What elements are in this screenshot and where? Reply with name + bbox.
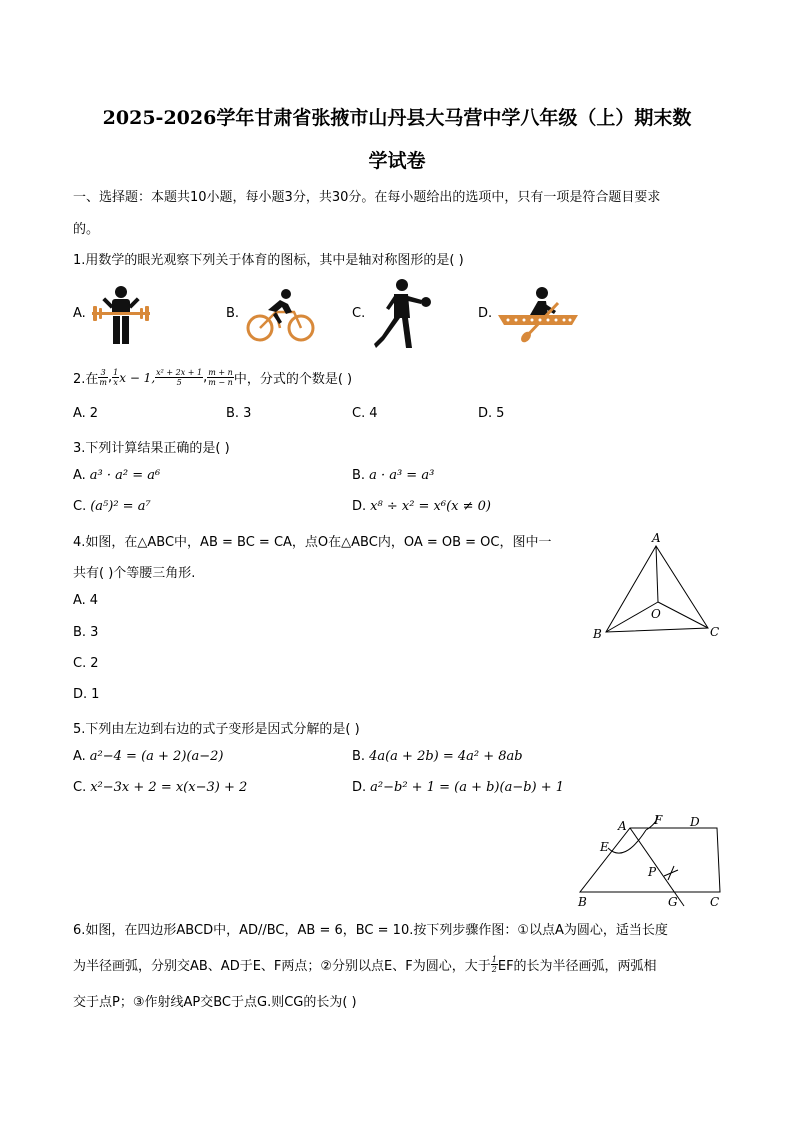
q2-option-b: B. 3 — [226, 406, 252, 421]
label-f: F — [654, 813, 663, 827]
q1-option-b-label: B. — [226, 306, 240, 321]
q2-option-d: D. 5 — [478, 406, 505, 421]
q3-option-b: B. a · a³ = a³ — [352, 468, 435, 483]
q5-option-a: A. a²−4 = (a + 2)(a−2) — [73, 749, 224, 764]
label-o: O — [651, 607, 661, 621]
question-4-stem: 4.如图，在△ABC中，AB = BC = CA，点O在△ABC内，OA = OB = OC，图中一 — [73, 535, 552, 550]
trapezoid-construction-figure — [572, 810, 730, 910]
label-a: A — [652, 531, 661, 545]
q5-option-c: C. x²−3x + 2 = x(x−3) + 2 — [73, 780, 248, 795]
volleyball-icon — [370, 278, 432, 350]
fraction-one-half: $\frac{1}{2}$ — [491, 955, 497, 974]
rowing-icon — [498, 285, 580, 345]
q3-option-a: A. a³ · a² = a⁶ — [73, 468, 161, 483]
q5-option-d: D. a²−b² + 1 = (a + b)(a−b) + 1 — [352, 780, 565, 795]
label-c: C — [710, 895, 720, 909]
question-6-stem-end: 交于点P；③作射线AP交BC于点G.则CG的长为( ) — [73, 995, 357, 1010]
question-1-stem: 1.用数学的眼光观察下列关于体育的图标，其中是轴对称图形的是( ) — [73, 253, 464, 268]
label-b: B — [593, 627, 602, 641]
section-header: 一、选择题：本题共10小题，每小题3分，共30分。在每小题给出的选项中，只有一项是符合题目要求 — [73, 190, 661, 205]
label-d: D — [690, 815, 700, 829]
q4-option-b: B. 3 — [73, 625, 99, 640]
label-g: G — [668, 895, 678, 909]
question-6-stem: 6.如图，在四边形ABCD中，AD//BC，AB = 6，BC = 10.按下列步骤作图：①以点A为圆心，适当长度 — [73, 923, 668, 938]
q2-expression: x − 1, — [119, 370, 156, 385]
label-a: A — [618, 819, 627, 833]
equilateral-triangle-figure — [588, 528, 728, 646]
question-6-stem-continued: 为半径画弧，分别交AB、AD于E、F两点；②分别以点E、F为圆心，大于 $\frac{1}{2}$ EF的长为半径画弧，两弧相 — [73, 955, 657, 974]
q1-option-c-label: C. — [352, 306, 366, 321]
label-b: B — [578, 895, 587, 909]
page-title: 2025-2026学年甘肃省张掖市山丹县大马营中学八年级（上）期末数 — [102, 107, 692, 129]
weightlifting-icon — [90, 285, 152, 345]
question-3-stem: 3.下列计算结果正确的是( ) — [73, 441, 230, 456]
q4-option-a: A. 4 — [73, 593, 99, 608]
label-e: E — [600, 840, 609, 854]
fraction-3-over-m: $\frac{3}{m}$ — [99, 368, 107, 387]
q2-prefix: 2.在 — [73, 372, 99, 387]
q4-option-d: D. 1 — [73, 687, 100, 702]
question-5-stem: 5.下列由左边到右边的式子变形是因式分解的是( ) — [73, 722, 360, 737]
q3-option-c: C. (a⁵)² = a⁷ — [73, 499, 151, 514]
q1-option-a-label: A. — [73, 306, 86, 321]
label-p: P — [648, 865, 657, 879]
question-4-stem-continued: 共有( )个等腰三角形. — [73, 566, 196, 581]
q4-option-c: C. 2 — [73, 656, 99, 671]
fraction-1-over-x: $\frac{1}{x}$ — [113, 368, 119, 387]
fraction-quadratic-over-5: $\frac{\text{x² + 2x + 1}}{5}$ — [156, 368, 203, 387]
question-2-stem — [73, 368, 352, 387]
page-title-continued: 学试卷 — [368, 150, 426, 172]
fraction-sum-over-difference: $\frac{m + n}{m - n}$ — [208, 368, 233, 387]
q2-sep: , — [108, 370, 113, 385]
q1-option-d-label: D. — [478, 306, 493, 321]
q2-option-a: A. 2 — [73, 406, 99, 421]
q5-option-b: B. 4a(a + 2b) = 4a² + 8ab — [352, 749, 523, 764]
label-c: C — [710, 625, 720, 639]
cycling-icon — [246, 288, 318, 344]
q2-option-c: C. 4 — [352, 406, 378, 421]
section-header-continued: 的。 — [73, 222, 100, 237]
q2-sep: , — [203, 370, 208, 385]
q3-option-d: D. x⁸ ÷ x² = x⁶(x ≠ 0) — [352, 499, 492, 514]
q2-suffix: 中，分式的个数是( ) — [233, 372, 353, 387]
